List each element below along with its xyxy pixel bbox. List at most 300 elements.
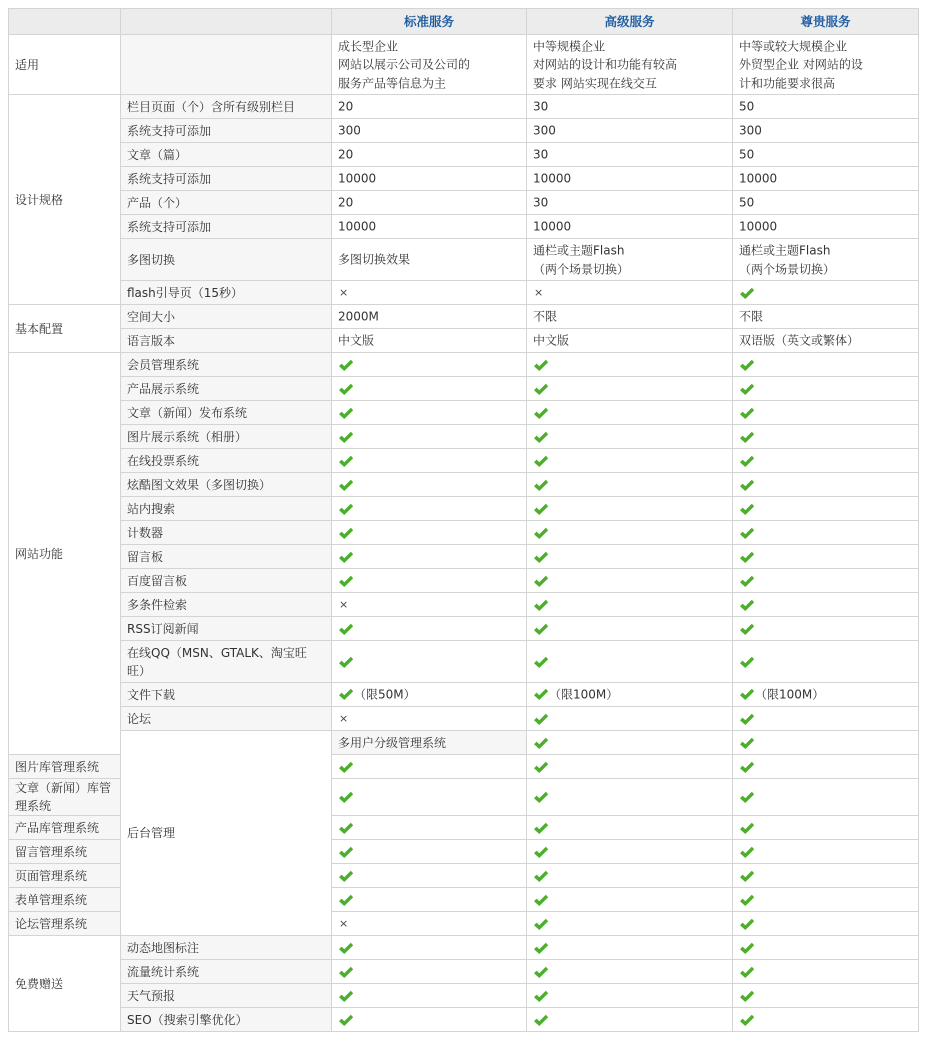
value-cell-premium <box>733 864 919 888</box>
value-text: 不限 <box>739 309 764 324</box>
value-cell-premium <box>733 888 919 912</box>
value-text: 20 <box>338 99 354 114</box>
value-text: 20 <box>338 195 354 210</box>
checkmark-icon <box>338 575 354 588</box>
checkmark-icon <box>739 359 755 372</box>
cross-mark-icon: × <box>339 712 349 725</box>
checkmark-icon <box>739 551 755 564</box>
value-cell-premium <box>733 35 919 95</box>
cross-mark-icon: × <box>339 917 349 930</box>
checkmark-icon <box>739 287 755 300</box>
feature-cell: SEO（搜索引擎优化） <box>121 1008 332 1032</box>
feature-cell: 文章（篇） <box>121 143 332 167</box>
value-cell-premium <box>733 984 919 1008</box>
checkmark-icon <box>533 918 549 931</box>
value-cell-advanced <box>527 425 733 449</box>
value-cell-premium <box>733 569 919 593</box>
value-cell-premium <box>733 497 919 521</box>
checkmark-icon <box>739 791 755 804</box>
value-cell-advanced <box>527 641 733 683</box>
value-text: 30 <box>533 99 549 114</box>
table-row <box>9 215 919 239</box>
value-cell-standard <box>332 683 527 707</box>
value-cell-advanced <box>527 617 733 641</box>
value-cell-advanced <box>527 305 733 329</box>
value-cell-premium <box>733 401 919 425</box>
checkmark-icon <box>533 407 549 420</box>
checkmark-icon <box>739 713 755 726</box>
value-cell-standard <box>332 521 527 545</box>
checkmark-icon <box>739 407 755 420</box>
feature-cell: 文章（新闻）发布系统 <box>121 401 332 425</box>
feature-cell: RSS订阅新闻 <box>121 617 332 641</box>
checkmark-icon <box>533 527 549 540</box>
checkmark-icon <box>338 479 354 492</box>
table-row <box>9 191 919 215</box>
feature-cell: 空间大小 <box>121 305 332 329</box>
value-cell-standard <box>332 449 527 473</box>
checkmark-icon <box>533 846 549 859</box>
value-text: 10000 <box>338 219 377 234</box>
checkmark-icon <box>533 431 549 444</box>
checkmark-icon <box>739 599 755 612</box>
checkmark-icon <box>533 551 549 564</box>
feature-cell: 栏目页面（个）含所有级别栏目 <box>121 95 332 119</box>
checkmark-icon <box>338 942 354 955</box>
feature-cell: 系统支持可添加 <box>121 215 332 239</box>
value-text: 中文版 <box>338 333 375 348</box>
checkmark-icon <box>533 990 549 1003</box>
value-cell-premium <box>733 305 919 329</box>
value-cell-standard <box>332 401 527 425</box>
feature-cell: 会员管理系统 <box>121 353 332 377</box>
checkmark-icon <box>533 737 549 750</box>
checkmark-icon <box>533 359 549 372</box>
checkmark-icon <box>338 431 354 444</box>
table-row <box>9 521 919 545</box>
value-cell-standard <box>332 840 527 864</box>
table-row <box>9 353 919 377</box>
feature-cell: 在线QQ（MSN、GTALK、淘宝旺 旺） <box>121 641 332 683</box>
value-cell-advanced <box>527 167 733 191</box>
value-cell-premium <box>733 329 919 353</box>
checkmark-icon <box>739 966 755 979</box>
checkmark-icon <box>338 527 354 540</box>
cross-mark-icon: × <box>339 286 349 299</box>
table-row <box>9 143 919 167</box>
checkmark-icon <box>533 479 549 492</box>
value-cell-advanced <box>527 215 733 239</box>
value-cell-advanced <box>527 960 733 984</box>
table-row <box>9 936 919 960</box>
value-text: 中等规模企业 对网站的设计和功能有较高 要求 网站实现在线交互 <box>533 39 678 91</box>
checkmark-icon <box>739 455 755 468</box>
feature-cell: 天气预报 <box>121 984 332 1008</box>
value-text: 10000 <box>739 219 778 234</box>
table-row <box>9 329 919 353</box>
checkmark-icon <box>739 656 755 669</box>
value-cell-standard <box>332 1008 527 1032</box>
value-cell-advanced <box>527 840 733 864</box>
value-cell-advanced <box>527 755 733 779</box>
checkmark-icon <box>338 688 354 701</box>
value-text: 通栏或主题Flash （两个场景切换） <box>533 243 630 276</box>
checkmark-icon <box>739 575 755 588</box>
feature-cell: 在线投票系统 <box>121 449 332 473</box>
value-cell-premium <box>733 167 919 191</box>
value-text: 多图切换效果 <box>338 252 411 267</box>
checkmark-icon <box>533 966 549 979</box>
feature-cell <box>121 35 332 95</box>
checkmark-icon <box>739 527 755 540</box>
checkmark-icon <box>533 623 549 636</box>
value-cell-advanced <box>527 816 733 840</box>
feature-cell: 炫酷图文效果（多图切换） <box>121 473 332 497</box>
table-row <box>9 569 919 593</box>
checkmark-icon <box>338 791 354 804</box>
value-cell-standard <box>332 215 527 239</box>
table-row <box>9 641 919 683</box>
feature-cell: 动态地图标注 <box>121 936 332 960</box>
value-text: （限100M） <box>755 687 825 702</box>
table-row <box>9 731 919 755</box>
feature-cell: 站内搜索 <box>121 497 332 521</box>
table-row <box>9 401 919 425</box>
value-text: 30 <box>533 195 549 210</box>
checkmark-icon <box>739 1014 755 1027</box>
value-text: 中文版 <box>533 333 570 348</box>
table-row <box>9 425 919 449</box>
checkmark-icon <box>739 894 755 907</box>
value-cell-standard <box>332 912 527 936</box>
value-cell-standard <box>332 779 527 816</box>
value-cell-premium <box>733 377 919 401</box>
value-cell-advanced <box>527 473 733 497</box>
value-text: 不限 <box>533 309 558 324</box>
table-row <box>9 35 919 95</box>
value-cell-standard <box>332 497 527 521</box>
value-cell-advanced <box>527 401 733 425</box>
checkmark-icon <box>533 688 549 701</box>
value-text: 2000M <box>338 309 379 324</box>
value-cell-premium <box>733 840 919 864</box>
table-row <box>9 95 919 119</box>
table-row <box>9 281 919 305</box>
value-cell-advanced <box>527 119 733 143</box>
checkmark-icon <box>338 383 354 396</box>
table-row <box>9 707 919 731</box>
table-row <box>9 473 919 497</box>
value-cell-standard <box>332 143 527 167</box>
cross-mark-icon: × <box>534 286 544 299</box>
checkmark-icon <box>533 1014 549 1027</box>
checkmark-icon <box>739 822 755 835</box>
category-cell: 网站功能 <box>9 353 121 755</box>
checkmark-icon <box>739 870 755 883</box>
value-cell-advanced <box>527 569 733 593</box>
table-row <box>9 377 919 401</box>
category-cell: 适用 <box>9 35 121 95</box>
value-cell-standard <box>332 569 527 593</box>
table-row <box>9 449 919 473</box>
value-cell-premium <box>733 143 919 167</box>
checkmark-icon <box>533 822 549 835</box>
checkmark-icon <box>533 599 549 612</box>
checkmark-icon <box>338 455 354 468</box>
value-text: 50 <box>739 195 755 210</box>
table-row <box>9 593 919 617</box>
feature-cell: 系统支持可添加 <box>121 167 332 191</box>
value-cell-standard <box>332 95 527 119</box>
value-cell-advanced <box>527 497 733 521</box>
value-cell-standard <box>332 167 527 191</box>
value-cell-premium <box>733 707 919 731</box>
value-cell-premium <box>733 617 919 641</box>
value-cell-premium <box>733 936 919 960</box>
table-row <box>9 167 919 191</box>
table-row <box>9 1008 919 1032</box>
value-cell-advanced <box>527 377 733 401</box>
value-cell-advanced <box>527 143 733 167</box>
feature-cell: 文件下载 <box>121 683 332 707</box>
checkmark-icon <box>338 870 354 883</box>
table-row <box>9 239 919 281</box>
value-cell-premium <box>733 641 919 683</box>
checkmark-icon <box>338 822 354 835</box>
checkmark-icon <box>338 407 354 420</box>
checkmark-icon <box>739 688 755 701</box>
value-text: 50 <box>739 99 755 114</box>
value-cell-premium <box>733 95 919 119</box>
feature-cell: 计数器 <box>121 521 332 545</box>
value-text: 通栏或主题Flash （两个场景切换） <box>739 243 836 276</box>
value-cell-standard <box>332 425 527 449</box>
value-cell-standard <box>527 731 733 755</box>
checkmark-icon <box>739 918 755 931</box>
category-cell: 后台管理 <box>121 731 332 936</box>
checkmark-icon <box>338 656 354 669</box>
value-text: 成长型企业 网站以展示公司及公司的 服务产品等信息为主 <box>338 39 471 91</box>
table-row <box>9 683 919 707</box>
service-comparison-table <box>8 8 919 1032</box>
value-cell-advanced <box>527 191 733 215</box>
feature-cell: 留言板 <box>121 545 332 569</box>
feature-cell: 语言版本 <box>121 329 332 353</box>
value-cell-premium <box>733 1008 919 1032</box>
checkmark-icon <box>739 942 755 955</box>
value-cell-standard <box>332 239 527 281</box>
value-cell-standard <box>332 864 527 888</box>
value-cell-standard <box>332 593 527 617</box>
value-cell-standard <box>332 377 527 401</box>
checkmark-icon <box>338 1014 354 1027</box>
value-cell-premium <box>733 521 919 545</box>
value-cell-standard <box>332 960 527 984</box>
value-cell-advanced <box>527 329 733 353</box>
value-cell-advanced <box>527 888 733 912</box>
value-text: 300 <box>739 123 762 138</box>
value-cell-advanced <box>527 864 733 888</box>
checkmark-icon <box>533 503 549 516</box>
checkmark-icon <box>338 894 354 907</box>
value-cell-premium <box>733 239 919 281</box>
value-text: 50 <box>739 147 755 162</box>
value-text: 10000 <box>739 171 778 186</box>
checkmark-icon <box>533 656 549 669</box>
value-cell-standard <box>332 329 527 353</box>
value-cell-premium <box>733 473 919 497</box>
feature-cell: 系统支持可添加 <box>121 119 332 143</box>
feature-cell: flash引导页（15秒） <box>121 281 332 305</box>
value-cell-standard <box>332 473 527 497</box>
header-standard-service: 标准服务 <box>332 9 527 35</box>
value-cell-premium <box>733 960 919 984</box>
table-row <box>9 984 919 1008</box>
feature-cell: 产品库管理系统 <box>9 816 121 840</box>
value-cell-advanced <box>527 707 733 731</box>
value-cell-advanced <box>527 281 733 305</box>
value-text: 300 <box>533 123 556 138</box>
value-cell-premium <box>733 545 919 569</box>
value-text: 30 <box>533 147 549 162</box>
value-cell-advanced <box>527 239 733 281</box>
checkmark-icon <box>533 942 549 955</box>
checkmark-icon <box>533 575 549 588</box>
feature-cell: 页面管理系统 <box>9 864 121 888</box>
value-cell-premium <box>733 425 919 449</box>
feature-cell: 多用户分级管理系统 <box>332 731 527 755</box>
checkmark-icon <box>739 479 755 492</box>
checkmark-icon <box>533 455 549 468</box>
value-cell-premium <box>733 191 919 215</box>
value-cell-premium <box>733 779 919 816</box>
value-cell-standard <box>332 755 527 779</box>
header-cell-category <box>9 9 121 35</box>
value-cell-standard <box>332 617 527 641</box>
value-cell-advanced <box>527 353 733 377</box>
feature-cell: 百度留言板 <box>121 569 332 593</box>
category-cell: 基本配置 <box>9 305 121 353</box>
checkmark-icon <box>533 761 549 774</box>
value-cell-premium <box>733 281 919 305</box>
feature-cell: 论坛 <box>121 707 332 731</box>
value-cell-advanced <box>527 984 733 1008</box>
value-cell-premium <box>733 215 919 239</box>
value-cell-standard <box>332 707 527 731</box>
checkmark-icon <box>533 713 549 726</box>
feature-cell: 流量统计系统 <box>121 960 332 984</box>
table-body <box>9 35 919 1032</box>
table-row <box>9 960 919 984</box>
checkmark-icon <box>739 503 755 516</box>
checkmark-icon <box>739 737 755 750</box>
value-text: 中等或较大规模企业 外贸型企业 对网站的设 计和功能要求很高 <box>739 39 863 91</box>
table-row <box>9 497 919 521</box>
value-cell-premium <box>733 353 919 377</box>
feature-cell: 产品（个） <box>121 191 332 215</box>
header-advanced-service: 高级服务 <box>527 9 733 35</box>
value-cell-advanced <box>733 731 919 755</box>
feature-cell: 产品展示系统 <box>121 377 332 401</box>
table-row <box>9 617 919 641</box>
table-row <box>9 305 919 329</box>
value-cell-premium <box>733 912 919 936</box>
value-cell-standard <box>332 936 527 960</box>
value-cell-advanced <box>527 95 733 119</box>
header-row <box>9 9 919 35</box>
value-text: （限50M） <box>354 687 416 702</box>
value-cell-advanced <box>527 521 733 545</box>
checkmark-icon <box>739 383 755 396</box>
value-cell-advanced <box>527 683 733 707</box>
value-cell-standard <box>332 984 527 1008</box>
value-cell-standard <box>332 888 527 912</box>
checkmark-icon <box>338 846 354 859</box>
value-text: 双语版（英文或繁体） <box>739 333 860 348</box>
checkmark-icon <box>739 431 755 444</box>
value-cell-premium <box>733 755 919 779</box>
checkmark-icon <box>739 623 755 636</box>
value-cell-advanced <box>527 593 733 617</box>
checkmark-icon <box>338 761 354 774</box>
value-cell-standard <box>332 353 527 377</box>
header-cell-feature <box>121 9 332 35</box>
value-cell-premium <box>733 816 919 840</box>
value-cell-standard <box>332 641 527 683</box>
value-cell-standard <box>332 191 527 215</box>
value-cell-advanced <box>527 779 733 816</box>
feature-cell: 表单管理系统 <box>9 888 121 912</box>
value-cell-advanced <box>527 545 733 569</box>
category-cell: 设计规格 <box>9 95 121 305</box>
value-cell-standard <box>332 119 527 143</box>
checkmark-icon <box>533 870 549 883</box>
value-cell-premium <box>733 449 919 473</box>
feature-cell: 多图切换 <box>121 239 332 281</box>
checkmark-icon <box>338 551 354 564</box>
value-text: 300 <box>338 123 361 138</box>
feature-cell: 论坛管理系统 <box>9 912 121 936</box>
value-cell-premium <box>733 119 919 143</box>
cross-mark-icon: × <box>339 598 349 611</box>
checkmark-icon <box>338 623 354 636</box>
feature-cell: 多条件检索 <box>121 593 332 617</box>
value-cell-standard <box>332 305 527 329</box>
value-cell-premium <box>733 593 919 617</box>
table-row <box>9 119 919 143</box>
checkmark-icon <box>338 966 354 979</box>
checkmark-icon <box>338 359 354 372</box>
value-cell-advanced <box>527 449 733 473</box>
category-cell: 免费赠送 <box>9 936 121 1032</box>
value-cell-advanced <box>527 35 733 95</box>
table-row <box>9 545 919 569</box>
value-cell-advanced <box>527 936 733 960</box>
checkmark-icon <box>739 990 755 1003</box>
checkmark-icon <box>533 894 549 907</box>
value-cell-advanced <box>527 1008 733 1032</box>
feature-cell: 留言管理系统 <box>9 840 121 864</box>
value-cell-standard <box>332 816 527 840</box>
value-cell-advanced <box>527 912 733 936</box>
checkmark-icon <box>739 846 755 859</box>
feature-cell: 文章（新闻）库管理系统 <box>9 779 121 816</box>
value-text: 10000 <box>338 171 377 186</box>
checkmark-icon <box>739 761 755 774</box>
feature-cell: 图片库管理系统 <box>9 755 121 779</box>
value-text: （限100M） <box>549 687 619 702</box>
checkmark-icon <box>338 503 354 516</box>
